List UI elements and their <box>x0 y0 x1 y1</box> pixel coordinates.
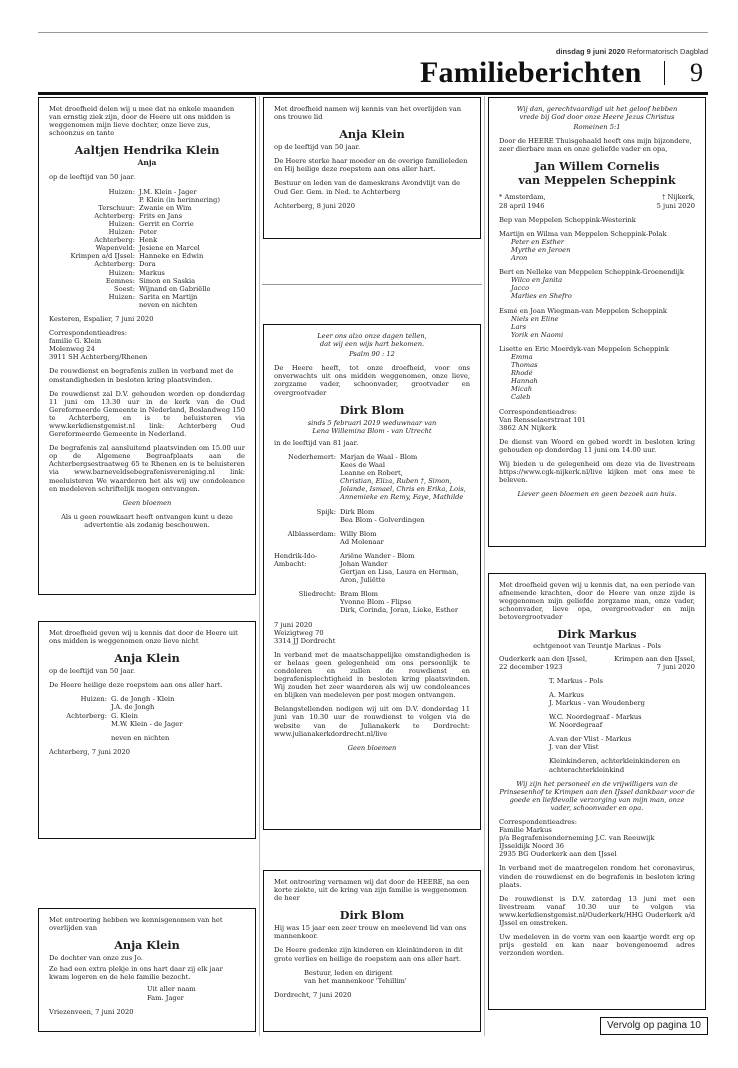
family-names: Sarita en Martijn <box>139 292 198 301</box>
family-list <box>274 453 470 615</box>
deceased-name: Anja Klein <box>339 127 405 142</box>
page-number: 9 <box>690 58 703 87</box>
group-head: Lisette en Eric Moerdyk-van Meppelen Scheppink <box>499 344 669 353</box>
family-place-line: Hendrik-Ido- <box>274 551 318 560</box>
family-line: Jolande, Ismael, Chris en Erika, Lois, <box>340 485 466 494</box>
notice-anja-klein-jager <box>38 908 256 1032</box>
grandchild-line: Wilco en Janita <box>511 276 563 285</box>
signature-line: Bestuur, leden en dirigent <box>304 968 393 977</box>
family-line: Christian, Eliza, Ruben †, Simon, <box>340 477 452 486</box>
family-line: Gertjan en Lisa, Laura en Herman, <box>340 568 459 577</box>
notice-van-meppelen-scheppink <box>488 97 706 547</box>
group-head: Esmé en Joan Wiegman-van Meppelen Scheppink <box>499 306 667 315</box>
signature <box>49 985 245 1001</box>
notice-paragraph: Wij bieden u de gelegenheid om deze via de livestream https://www.cgk-nijkerk.nl/live kijken met ons mee te beleven. <box>499 460 695 485</box>
family-line: Ariëne Wander - Blom <box>340 551 415 560</box>
family-names: Wijnand en Gabriëlle <box>139 284 211 293</box>
family-names <box>340 590 470 614</box>
place-date: Dordrecht, 7 juni 2020 <box>274 990 352 999</box>
issue-date: dinsdag 9 juni 2020 <box>555 47 626 56</box>
signature-line: van het mannenkoor 'Tehillim' <box>304 976 407 985</box>
family-names: Dora <box>139 260 156 269</box>
family-block <box>274 530 470 546</box>
family-names <box>340 552 470 584</box>
family-line: Willy Blom <box>340 529 377 538</box>
bible-verse <box>274 332 470 348</box>
family-place <box>49 703 107 711</box>
name-line: Jan Willem Cornelis <box>534 159 660 174</box>
family-names: Zwanie en Wim <box>139 203 192 212</box>
correspondence-label: Correspondentieadres: <box>49 329 127 338</box>
family-place: Krimpen a/d IJssel: <box>70 252 135 261</box>
address-line: familie G. Klein <box>49 337 102 346</box>
widower-line <box>274 419 470 435</box>
nickname: Anja <box>137 158 157 168</box>
family-names: Henk <box>139 236 158 245</box>
family-line: achterachterkleinkind <box>549 765 625 774</box>
notice-paragraph: De rouwdienst en begrafenis zullen in verband met de omstandigheden in besloten kring plaatsvinden. <box>49 367 234 384</box>
notice-paragraph: In verband met de maatregelen rondom het coronavirus, vinden de rouwdienst en de begrafenis in besloten kring plaats. <box>499 864 695 889</box>
deceased-name: Dirk Markus <box>557 627 637 642</box>
family-line: W.C. Noordegraaf - Markus <box>549 713 642 722</box>
family-line: T. Markus - Pols <box>549 676 603 685</box>
family-names: M.W. Klein - de Jager <box>111 719 183 728</box>
family-names: Peter <box>139 228 157 237</box>
address-line: 3911 SH Achterberg/Rhenen <box>49 353 148 362</box>
family-line: Annemieke en Remy, Faye, Mathilde <box>340 493 464 502</box>
family-group <box>499 230 695 262</box>
birth <box>499 193 546 209</box>
deceased-name: Dirk Blom <box>339 908 405 923</box>
notice-intro: De Heere heeft, tot onze droefheid, voor ons onverwachts uit ons midden weggenomen, onze lieve, zorgzame vader, schoonvader, grootvader en overgrootvader <box>274 364 470 397</box>
verse-line: dat wij een wijs hart bekomen. <box>319 340 425 349</box>
place-date: Vriezenveen, 7 juni 2020 <box>49 1007 134 1016</box>
family-line: A.van der Vlist - Markus <box>549 735 632 744</box>
verse-line: vrede bij God door onze Heere Jezus Christus <box>519 113 675 122</box>
grandchild-line: Yorik en Naomi <box>511 330 564 339</box>
family-place: Spijk: <box>316 507 336 516</box>
column-divider-2 <box>484 96 485 1036</box>
family-group <box>499 307 695 339</box>
family-line: Ad Molenaar <box>340 537 384 546</box>
family-place: Terschuur: <box>98 203 135 212</box>
notice-dirk-blom-family <box>263 324 481 830</box>
family-block <box>274 590 470 614</box>
deceased-name <box>499 159 695 187</box>
notice-paragraph: Ze had een extra plekje in ons hart daar zij elk jaar kwam logeren en de hele familie bezocht. <box>49 965 223 982</box>
family-names <box>340 453 470 502</box>
verse-reference: Romeinen 5:1 <box>573 123 621 132</box>
notice-paragraph: De rouwdienst is D.V. zaterdag 13 juni met een livestream vanaf 10.30 uur te volgen via www.kerkdienstgemist.nl/Ouderkerk/HHG Ouderkerk a/d IJssel en omstreken. <box>499 894 695 927</box>
grandchild-line: Marlies en Shefro <box>511 292 572 301</box>
notice-dirk-markus <box>488 573 706 1010</box>
notice-paragraph: De rouwdienst zal D.V. gehouden worden op donderdag 11 juni om 13.30 uur in de kerk van de Oud Gereformeerde Gemeente in Nederland, Boslandweg 150 te Achterberg, en is te beluisteren via www.kerkdienstgemist.nl link: Achterberg Oud Gereformeerde Gemeente in Nederland. <box>49 389 245 439</box>
family-names: Frits en Jans <box>139 211 183 220</box>
grandchild-line: Lars <box>511 322 527 331</box>
address-line: Van Rensselaerstraat 101 <box>499 415 586 424</box>
verse-reference: Psalm 90 : 12 <box>349 350 395 359</box>
family-place <box>274 552 336 584</box>
family-names: G. Klein <box>111 711 138 720</box>
family-place <box>49 196 135 204</box>
widower-spouse: Lena Willemina Blom - van Utrecht <box>312 426 432 435</box>
family-line: Leanne en Robert, <box>340 469 403 478</box>
family-names: Hanneke en Edwin <box>139 252 204 261</box>
flowers-note: Geen bloemen <box>122 498 172 507</box>
column-divider-1 <box>259 96 260 1036</box>
spouse-line: echtgenoot van Teuntje Markus - Pols <box>533 642 661 651</box>
grandchild-line: Hannah <box>511 377 538 386</box>
place-date: Achterberg, 7 juni 2020 <box>49 747 131 756</box>
birth-place: * Amsterdam, <box>499 193 546 202</box>
family-group <box>499 268 695 300</box>
deceased-name: Aaltjen Hendrika Klein <box>74 143 220 158</box>
grandchild-line: Aron <box>511 254 528 263</box>
name-line: van Meppelen Scheppink <box>518 173 676 188</box>
family-place: Eemnes: <box>105 276 135 285</box>
correspondence-address <box>499 408 695 432</box>
notice-intro: Met droefheid geven wij u kennis dat door de Heere uit ons midden is weggenomen onze lieve nicht <box>49 629 238 646</box>
top-rule <box>38 92 708 95</box>
birth-date: 28 april 1946 <box>499 201 545 210</box>
header-rule <box>38 32 708 33</box>
grandchild-line: Thomas <box>511 361 538 370</box>
notice-anja-klein-family <box>38 621 256 839</box>
family-place: Huizen: <box>108 228 135 237</box>
family-place: Nederhemert: <box>288 452 336 461</box>
birth-death <box>499 193 695 209</box>
family-line: Dirk, Corinda, Joran, Lieke, Esther <box>340 606 459 615</box>
group-head: Bert en Nelleke van Meppelen Scheppink-Groenendijk <box>499 268 684 277</box>
notice-date: 7 juni 2020 <box>274 620 313 629</box>
family-place: Achterberg: <box>94 260 135 269</box>
place-date: Achterberg, 8 juni 2020 <box>274 201 356 210</box>
birth-death <box>499 655 695 671</box>
address-line: Molenweg 24 <box>49 345 95 354</box>
family-place: Huizen: <box>108 268 135 277</box>
age-line: op de leeftijd van 50 jaar. <box>274 143 361 152</box>
family-names: Jesiene en Marcel <box>139 244 200 253</box>
family-place <box>49 720 107 728</box>
notice-aaltjen-klein <box>38 97 256 595</box>
notice-paragraph: Hij was 15 jaar een zeer trouw en meelevend lid van ons mannenkoor. <box>274 924 467 941</box>
family-pair <box>549 757 695 773</box>
address-line: 3862 AN Nijkerk <box>499 423 557 432</box>
correspondence-label: Correspondentieadres: <box>499 407 577 416</box>
family-group <box>499 345 695 402</box>
family-line: J. Markus - van Woudenberg <box>549 698 645 707</box>
family-names <box>340 530 470 546</box>
notice-paragraph: Uw medeleven in de vorm van een kaartje wordt erg op prijs gesteld en kan naar bovengenoemd adres verzonden worden. <box>499 933 695 958</box>
column-separator-rule <box>262 284 482 285</box>
family-place-line: Ambacht: <box>274 559 307 568</box>
family-place: Wapenveld: <box>95 244 135 253</box>
widower-text: sinds 5 februari 2019 weduwnaar van <box>307 418 437 427</box>
family-line: Yvonne Blom - Flipse <box>340 598 412 607</box>
family-names: Markus <box>139 268 165 277</box>
family-place: Huizen: <box>108 292 135 301</box>
family-block <box>274 453 470 502</box>
flowers-note: Liever geen bloemen en geen bezoek aan huis. <box>517 490 677 499</box>
continued-on-page-link[interactable]: Vervolg op pagina 10 <box>600 1017 708 1035</box>
address-line: Familie Markus <box>499 826 552 835</box>
notice-paragraph: De Heere heilige deze roepstem aan ons aller hart. <box>49 681 223 690</box>
grandchild-line: Peter en Esther <box>511 237 564 246</box>
family-names <box>340 508 470 524</box>
grandchild-line: Rhodé <box>511 369 533 378</box>
notice-paragraph: Belangstellenden nodigen wij uit om D.V. donderdag 11 juni van 10.30 uur de rouwdienst te volgen via de website van de Julianakerk te Dordrecht: www.julianakerkdordrecht.nl/live <box>274 705 470 738</box>
family-groups <box>499 230 695 402</box>
grandchild-line: Jacco <box>511 284 530 293</box>
verse-line: Wij dan, gerechtvaardigd uit het geloof hebben <box>516 105 678 113</box>
group-head: Martijn en Wilma van Meppelen Scheppink-Polak <box>499 229 667 238</box>
deceased-name: Dirk Blom <box>339 402 405 417</box>
family-line: A. Markus <box>549 690 584 699</box>
family-place: Huizen: <box>108 219 135 228</box>
address-line: 2935 BG Ouderkerk aan den IJssel <box>499 850 617 859</box>
family-line: Kees de Waal <box>340 461 386 470</box>
neven-line: neven en nichten <box>111 733 170 742</box>
address-block <box>274 621 470 645</box>
family-block <box>274 508 470 524</box>
deceased-name: Anja Klein <box>114 938 180 953</box>
notice-intro: Door de HEERE Thuisgehaald heeft ons mijn bijzondere, zeer dierbare man en onze geliefde vader en opa, <box>499 137 692 154</box>
notice-intro: Met ontroering vernamen wij dat door de HEERE, na een korte ziekte, uit de kring van zijn familie is weggenomen de heer <box>274 878 470 903</box>
family-place: Sliedrecht: <box>298 590 336 599</box>
family-place: Huizen: <box>108 187 135 196</box>
family-place: Huizen: <box>80 695 107 704</box>
family-place: Alblasserdam: <box>287 529 336 538</box>
family-place: Achterberg: <box>94 236 135 245</box>
address-line: 3314 JJ Dordrecht <box>274 636 336 645</box>
notice-dirk-blom-tehillim <box>263 870 481 1032</box>
dateline <box>556 47 708 56</box>
family-names: neven en nichten <box>139 300 198 309</box>
family-place: Achterberg: <box>94 211 135 220</box>
family-place: Soest: <box>114 284 135 293</box>
notice-paragraph: De Heere gedenke zijn kinderen en kleinkinderen in dit grote verlies en heilige de roepstem aan ons aller hart. <box>274 946 463 963</box>
family-place <box>49 301 135 309</box>
family-list <box>499 677 695 774</box>
family-names: Simon en Saskia <box>139 276 196 285</box>
wife-line: Bep van Meppelen Scheppink-Westerink <box>499 215 636 224</box>
paper-name: Reformatorisch Dagblad <box>627 47 708 56</box>
notice-intro: Met droefheid geven wij u kennis dat, na een periode van afnemende krachten, door de Heere van onze zijde is weggenomen mijn geliefde zorgzame man, onze vader, schoonvader, lieve opa, overgrootvader en mijn betovergrootvader <box>499 581 695 622</box>
notice-paragraph: Bestuur en leden van de dameskrans Avondvlijt van de Oud Ger. Gem. in Ned. te Achterberg <box>274 179 461 196</box>
death-date: 5 juni 2020 <box>656 201 695 210</box>
age-line: in de leeftijd van 81 jaar. <box>274 438 359 447</box>
birth <box>499 655 587 671</box>
thanks-note: Wij zijn het personeel en de vrijwilligers van de Prinsesenhof te Krimpen aan den IJssel dankbaar voor de goede en liefdevolle verzorging van mijn man, onze vader, schoonvader en opa. <box>499 779 695 812</box>
family-pair <box>549 735 695 751</box>
notice-paragraph: De dienst van Woord en gebed wordt in besloten kring gehouden op donderdag 11 juni om 14.00 uur. <box>499 437 695 454</box>
age-line: op de leeftijd van 50 jaar. <box>49 667 136 676</box>
family-names: P. Klein (in herinnering) <box>139 195 220 204</box>
header-separator <box>664 61 665 85</box>
family-line: Bram Blom <box>340 590 378 599</box>
address-line: Weizigtweg 70 <box>274 628 324 637</box>
family-line: Bea Blom - Golverdingen <box>340 515 425 524</box>
flowers-note: Geen bloemen <box>347 743 397 752</box>
notice-anja-klein-avondvlijt <box>263 97 481 239</box>
place-date: Kesteren, Espalier, 7 juni 2020 <box>49 314 154 323</box>
notice-paragraph: De Heere sterke haar moeder en de overige familieleden en Hij heilige deze roepstem aan ons aller hart. <box>274 157 468 174</box>
notice-intro: Met droefheid delen wij u mee dat na enkele maanden van ernstig ziek zijn, door de Heere uit ons midden is weggenomen mijn lieve dochter, onze lieve zus, schoonzus en tante <box>49 105 235 138</box>
grandchild-line: Niels en Eline <box>511 314 559 323</box>
notice-paragraph: Als u geen rouwkaart heeft ontvangen kunt u deze advertentie als zodanig beschouwen. <box>61 512 233 529</box>
grandchild-line: Caleb <box>511 393 531 402</box>
address-line: IJsseldijk Noord 36 <box>499 842 564 851</box>
family-line: W. Noordegraaf <box>549 721 603 730</box>
grandchild-line: Myrthe en Jeroen <box>511 245 571 254</box>
death-date: 7 juni 2020 <box>656 662 695 671</box>
family-place: Achterberg: <box>66 711 107 720</box>
section-title: Familieberichten <box>420 56 642 89</box>
bible-verse <box>499 105 695 121</box>
correspondence-address <box>49 329 245 361</box>
family-line: Aron, Juliëtte <box>340 576 386 585</box>
family-names: J.M. Klein - Jager <box>139 187 197 196</box>
signature-line: Fam. Jager <box>147 993 184 1002</box>
birth-place: Ouderkerk aan den IJssel, <box>499 654 588 663</box>
family-names: Gerrit en Corrie <box>139 219 194 228</box>
family-pair <box>549 713 695 729</box>
family-list <box>49 188 245 309</box>
age-line: op de leeftijd van 50 jaar. <box>49 173 136 182</box>
death <box>657 193 695 209</box>
birth-date: 22 december 1923 <box>499 662 563 671</box>
death <box>614 655 695 671</box>
notice-paragraph: De dochter van onze zus Jo. <box>49 954 144 963</box>
family-line: Dirk Blom <box>340 507 375 516</box>
correspondence-address <box>499 818 695 858</box>
death-place: † Nijkerk, <box>662 193 695 202</box>
family-list <box>49 695 245 727</box>
notice-intro: Met droefheid namen wij kennis van het overlijden van ons trouwe lid <box>274 105 462 122</box>
notice-paragraph: In verband met de maatschappelijke omstandigheden is er helaas geen gelegenheid om ons persoonlijk te condoleren en zullen de rouwdienst en begrafenisplechtigheid in besloten kring plaatsvinden. Wij zouden het zeer waarderen als wij uw condoleances en blijken van medeleven per post mogen ontvangen. <box>274 650 470 700</box>
family-line: Kleinkinderen, achterkleinkinderen en <box>549 757 681 766</box>
signature-line: Uit aller naam <box>147 985 196 994</box>
family-line: J. van der Vlist <box>549 743 599 752</box>
family-line: Marjan de Waal - Blom <box>340 452 418 461</box>
family-line: Johan Wander <box>340 559 388 568</box>
verse-line: Leer ons alzo onze dagen tellen, <box>317 332 427 340</box>
family-names: J.A. de Jongh <box>111 703 155 712</box>
grandchild-line: Micah <box>511 385 533 394</box>
grandchild-line: Emma <box>511 352 533 361</box>
family-names: G. de Jongh - Klein <box>111 695 175 704</box>
correspondence-label: Correspondentieadres: <box>499 817 577 826</box>
family-block <box>274 552 470 584</box>
death-place: Krimpen aan den IJssel, <box>614 654 695 663</box>
family-pair <box>549 691 695 707</box>
signature <box>274 969 470 985</box>
address-line: p/a Begrafenisonderneming J.C. van Reeuwijk <box>499 834 655 843</box>
deceased-name: Anja Klein <box>114 651 180 666</box>
notice-intro: Met ontroering hebben we kennisgenomen van het overlijden van <box>49 916 223 933</box>
notice-paragraph: De begrafenis zal aansluitend plaatsvinden om 15.00 uur op de Algemene Begraafplaats aan de Achterbergsestraatweg 65 te Rhenen en is te beluisteren via www.barneveldsebegrafenisvereniging.nl link: meeluisteren We waarderen het als wij uw condoleance en medeleven schriftelijk mogen ontvangen. <box>49 444 245 493</box>
